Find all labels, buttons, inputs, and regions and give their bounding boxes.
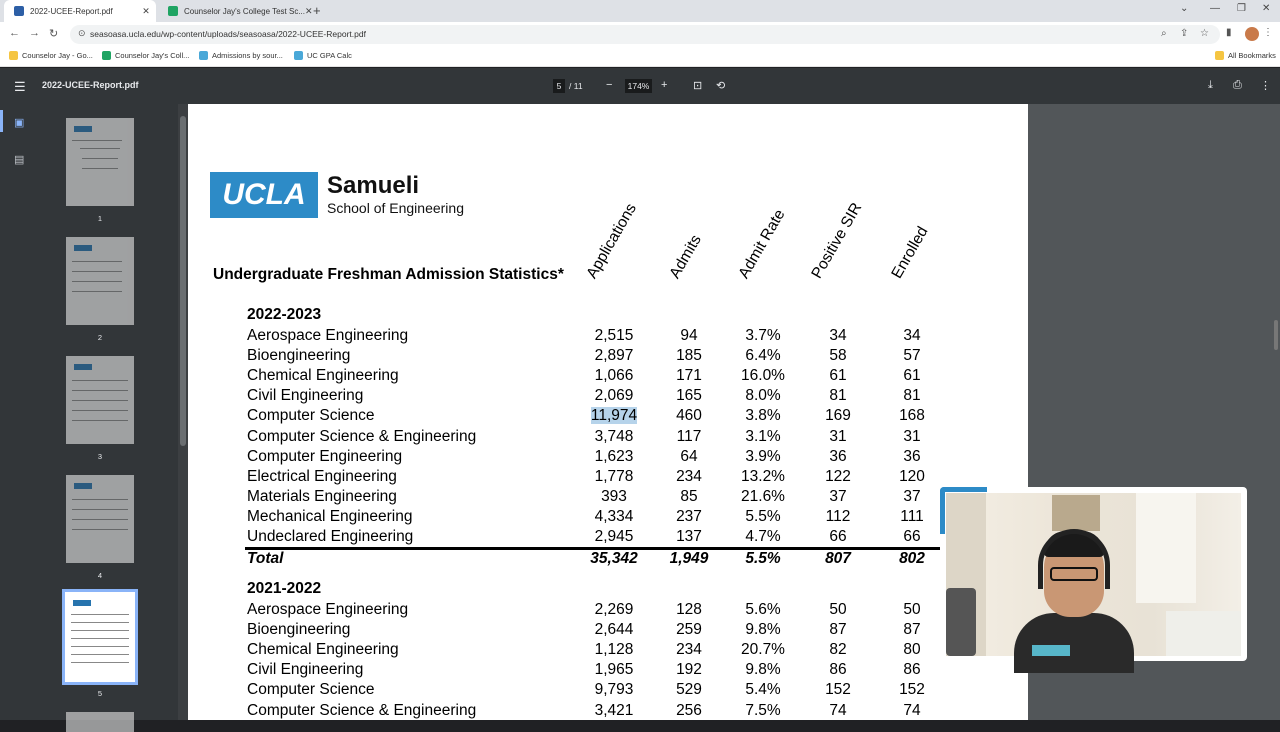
program-name: Materials Engineering bbox=[247, 487, 397, 505]
cell-enrolled: 168 bbox=[899, 407, 925, 425]
cell-enrolled: 80 bbox=[903, 641, 921, 659]
table-row bbox=[188, 488, 1028, 508]
cell-admits: 460 bbox=[676, 407, 702, 425]
cell-admit-rate: 21.6% bbox=[741, 487, 785, 505]
download-icon[interactable]: ⤓ bbox=[1208, 79, 1213, 91]
cell-admits: 117 bbox=[676, 427, 702, 445]
active-indicator bbox=[0, 110, 3, 132]
cell-admits: 128 bbox=[676, 601, 702, 618]
cell-positive-sir: 169 bbox=[825, 407, 851, 425]
program-name: Computer Science bbox=[247, 681, 375, 699]
tab-strip bbox=[0, 0, 1280, 22]
page-scrollbar-thumb[interactable] bbox=[1274, 320, 1278, 350]
page-total: / 11 bbox=[569, 81, 583, 91]
zoom-input[interactable]: 174% bbox=[625, 79, 652, 93]
profile-avatar[interactable] bbox=[1245, 27, 1259, 41]
tab-title: 2022-UCEE-Report.pdf bbox=[30, 6, 113, 16]
table-row bbox=[188, 601, 1028, 621]
program-name: Chemical Engineering bbox=[247, 367, 399, 385]
cell-applications: 1,623 bbox=[594, 447, 634, 465]
bookmark-item[interactable]: Admissions by sour... bbox=[199, 51, 283, 60]
cell-positive-sir: 31 bbox=[829, 427, 847, 445]
cell-admit-rate: 8.0% bbox=[745, 387, 781, 405]
cell-admits: 234 bbox=[676, 467, 702, 485]
program-name: Chemical Engineering bbox=[247, 641, 399, 659]
table-row bbox=[188, 661, 1028, 681]
webcam-video bbox=[946, 493, 1241, 656]
page-icon bbox=[199, 51, 208, 60]
cell-admit-rate: 3.8% bbox=[745, 407, 781, 425]
cell-applications bbox=[574, 407, 654, 425]
cell-admit-rate: 3.9% bbox=[745, 447, 781, 465]
table-row bbox=[188, 468, 1028, 488]
zoom-icon[interactable]: ⌕ bbox=[1161, 28, 1167, 39]
table-row bbox=[188, 448, 1028, 468]
column-header-admit-rate: Admit Rate bbox=[735, 206, 789, 282]
cell-applications: 1,778 bbox=[594, 467, 634, 485]
cell-admit-rate: 5.6% bbox=[745, 601, 781, 618]
address-bar[interactable] bbox=[70, 25, 1220, 44]
browser-toolbar bbox=[0, 22, 1280, 47]
program-name: Computer Science bbox=[247, 407, 375, 425]
cell-admit-rate: 5.5% bbox=[745, 550, 781, 568]
url-text: seasoasa.ucla.edu/wp-content/uploads/seasoasa/2022-UCEE-Report.pdf bbox=[90, 29, 366, 39]
cell-enrolled: 36 bbox=[903, 447, 921, 465]
program-name: Mechanical Engineering bbox=[247, 507, 413, 525]
cell-admits: 259 bbox=[676, 621, 702, 639]
cell-admits: 94 bbox=[680, 327, 698, 344]
table-row bbox=[188, 641, 1028, 661]
restore-icon[interactable]: ❐ bbox=[1237, 3, 1246, 14]
glasses bbox=[1050, 567, 1098, 581]
bookmark-item[interactable]: Counselor Jay's Coll... bbox=[102, 51, 189, 60]
section-year: 2022-2023 bbox=[247, 306, 322, 323]
cell-enrolled: 86 bbox=[903, 661, 921, 679]
tab-search-icon[interactable]: ⌄ bbox=[1180, 3, 1189, 14]
cell-admits: 234 bbox=[676, 641, 702, 659]
cell-admit-rate: 4.7% bbox=[745, 528, 781, 545]
pdf-filename: 2022-UCEE-Report.pdf bbox=[42, 80, 139, 90]
logo-subtitle: School of Engineering bbox=[327, 200, 464, 216]
zoom-in-icon[interactable]: + bbox=[661, 79, 668, 91]
all-bookmarks[interactable]: All Bookmarks bbox=[1215, 51, 1276, 60]
cell-admits: 185 bbox=[676, 347, 702, 365]
program-name: Computer Engineering bbox=[247, 447, 403, 465]
column-header-admits: Admits bbox=[666, 231, 705, 282]
cell-positive-sir: 152 bbox=[825, 681, 851, 699]
sheets-favicon-icon bbox=[168, 6, 178, 16]
back-icon[interactable]: ← bbox=[9, 27, 20, 39]
program-name: Bioengineering bbox=[247, 621, 351, 639]
cell-admits: 85 bbox=[680, 487, 698, 505]
program-name: Aerospace Engineering bbox=[247, 601, 409, 618]
column-header-applications: Applications bbox=[583, 200, 640, 282]
cell-enrolled: 57 bbox=[903, 347, 921, 365]
viewer-scrollbar-thumb[interactable] bbox=[180, 116, 186, 446]
cell-admit-rate: 5.4% bbox=[745, 681, 781, 699]
thumbnail-sidebar bbox=[0, 104, 178, 720]
cell-admits: 165 bbox=[676, 387, 702, 405]
microphone bbox=[946, 588, 976, 656]
sheets-icon bbox=[102, 51, 111, 60]
cell-applications: 9,793 bbox=[594, 681, 634, 699]
cell-admit-rate: 6.4% bbox=[745, 347, 781, 365]
presenter bbox=[1014, 525, 1134, 656]
cell-admits: 137 bbox=[676, 528, 702, 545]
cell-positive-sir: 86 bbox=[829, 661, 847, 679]
forward-icon[interactable]: → bbox=[29, 27, 40, 39]
cell-admit-rate: 7.5% bbox=[745, 701, 781, 719]
cell-positive-sir: 36 bbox=[829, 447, 847, 465]
table-row bbox=[188, 367, 1028, 387]
table-row bbox=[188, 387, 1028, 407]
close-tab-icon[interactable]: ✕ bbox=[142, 5, 150, 16]
cell-positive-sir: 61 bbox=[829, 367, 847, 385]
cell-enrolled: 34 bbox=[903, 327, 921, 344]
tab-title: Counselor Jay's College Test Sc... bbox=[184, 6, 305, 16]
cell-applications: 3,421 bbox=[594, 701, 634, 719]
cell-positive-sir: 37 bbox=[829, 487, 847, 505]
cell-applications: 35,342 bbox=[590, 550, 638, 568]
print-icon[interactable]: ⎙ bbox=[1233, 79, 1242, 91]
cell-admit-rate: 3.7% bbox=[745, 327, 781, 344]
program-name: Civil Engineering bbox=[247, 387, 364, 405]
rotate-icon[interactable]: ⟲ bbox=[716, 80, 726, 92]
cell-applications: 1,965 bbox=[594, 661, 634, 679]
table-row bbox=[188, 528, 1028, 548]
thumbnails-view-icon[interactable]: ▣ bbox=[14, 117, 25, 129]
cell-positive-sir: 58 bbox=[829, 347, 847, 365]
program-name: Electrical Engineering bbox=[247, 467, 397, 485]
cell-enrolled: 31 bbox=[903, 427, 921, 445]
cell-admit-rate: 9.8% bbox=[745, 621, 781, 639]
page-thumbnail-1[interactable] bbox=[66, 118, 134, 206]
more-actions-icon[interactable]: ⋮ bbox=[1260, 80, 1271, 92]
cell-applications: 2,269 bbox=[594, 601, 634, 618]
cell-applications: 2,515 bbox=[594, 327, 634, 344]
cell-enrolled: 802 bbox=[899, 550, 925, 568]
new-tab-icon[interactable]: + bbox=[313, 3, 321, 18]
bookmarks-bar bbox=[0, 47, 1280, 67]
table-row bbox=[188, 681, 1028, 701]
cell-enrolled: 120 bbox=[899, 467, 925, 485]
table-row bbox=[188, 702, 1028, 722]
program-name: Bioengineering bbox=[247, 347, 351, 365]
column-header-enrolled: Enrolled bbox=[888, 223, 932, 282]
cell-applications: 1,066 bbox=[594, 367, 634, 385]
ucla-logo: UCLA bbox=[210, 172, 318, 218]
site-info-icon[interactable]: ⊙ bbox=[78, 28, 86, 38]
folder-icon bbox=[1215, 51, 1224, 60]
cell-admit-rate: 20.7% bbox=[741, 641, 785, 659]
pdf-page bbox=[188, 104, 1028, 720]
page-thumbnail-3[interactable] bbox=[66, 356, 134, 444]
cell-applications: 2,945 bbox=[594, 528, 634, 545]
thumbnail-label: 2 bbox=[97, 333, 103, 342]
cell-enrolled: 61 bbox=[903, 367, 921, 385]
document-title: Undergraduate Freshman Admission Statistics* bbox=[213, 266, 564, 283]
thumbnail-label: 1 bbox=[97, 214, 103, 223]
cell-positive-sir: 74 bbox=[829, 701, 847, 719]
page-thumbnail-5[interactable] bbox=[65, 592, 135, 682]
column-header-positive-sir: Positive SIR bbox=[808, 199, 866, 282]
cell-admit-rate: 13.2% bbox=[741, 467, 785, 485]
cell-admits: 1,949 bbox=[669, 550, 709, 568]
table-row bbox=[188, 347, 1028, 367]
total-row bbox=[188, 550, 1028, 570]
cell-positive-sir: 82 bbox=[829, 641, 847, 659]
menu-icon[interactable]: ☰ bbox=[14, 79, 26, 94]
page-number-input[interactable]: 5 bbox=[553, 79, 565, 93]
table-row bbox=[188, 508, 1028, 528]
cell-positive-sir: 81 bbox=[829, 387, 847, 405]
cell-positive-sir: 807 bbox=[825, 550, 851, 568]
cell-enrolled: 87 bbox=[903, 621, 921, 639]
cell-enrolled: 152 bbox=[899, 681, 925, 699]
table-row bbox=[188, 407, 1028, 427]
cell-enrolled: 66 bbox=[903, 528, 921, 545]
cell-admit-rate: 16.0% bbox=[741, 367, 785, 385]
folder-icon bbox=[9, 51, 18, 60]
cell-applications: 3,748 bbox=[594, 427, 634, 445]
ucla-favicon-icon bbox=[14, 6, 24, 16]
cell-positive-sir: 50 bbox=[829, 601, 847, 618]
thumbnail-label: 3 bbox=[97, 452, 103, 461]
cell-admits: 237 bbox=[676, 507, 702, 525]
side-panel-icon[interactable]: ▮ bbox=[1226, 27, 1232, 38]
cell-applications: 393 bbox=[601, 487, 627, 505]
cell-admit-rate: 5.5% bbox=[745, 507, 781, 525]
page-thumbnail-4[interactable] bbox=[66, 475, 134, 563]
cell-admit-rate: 3.1% bbox=[745, 427, 781, 445]
cell-positive-sir: 122 bbox=[825, 467, 851, 485]
minimize-icon[interactable]: — bbox=[1210, 3, 1220, 14]
cell-enrolled: 74 bbox=[903, 701, 921, 719]
program-name: Undeclared Engineering bbox=[247, 528, 414, 545]
zoom-out-icon[interactable]: − bbox=[606, 79, 613, 91]
section-year: 2021-2022 bbox=[247, 580, 322, 597]
page-thumbnail-6[interactable] bbox=[66, 712, 134, 732]
close-tab-icon[interactable]: ✕ bbox=[305, 5, 313, 16]
cell-positive-sir: 112 bbox=[825, 507, 851, 525]
cell-admits: 64 bbox=[680, 447, 698, 465]
page-thumbnail-2[interactable] bbox=[66, 237, 134, 325]
cell-enrolled: 50 bbox=[903, 601, 921, 618]
cell-applications: 2,897 bbox=[594, 347, 634, 365]
cell-applications: 4,334 bbox=[594, 507, 634, 525]
cell-positive-sir: 87 bbox=[829, 621, 847, 639]
reload-icon[interactable]: ↻ bbox=[49, 28, 59, 40]
thumbnail-label: 4 bbox=[97, 571, 103, 580]
pdf-toolbar bbox=[0, 68, 1280, 104]
bookmark-item[interactable]: UC GPA Calc bbox=[294, 51, 352, 60]
cell-applications: 1,128 bbox=[594, 641, 634, 659]
program-name: Civil Engineering bbox=[247, 661, 364, 679]
table-row bbox=[188, 428, 1028, 448]
cell-admit-rate: 9.8% bbox=[745, 661, 781, 679]
cell-admits: 529 bbox=[676, 681, 702, 699]
tab-counselor-jay[interactable] bbox=[158, 0, 313, 22]
cell-admits: 171 bbox=[676, 367, 702, 385]
cell-admits: 192 bbox=[676, 661, 702, 679]
cell-enrolled: 81 bbox=[903, 387, 921, 405]
cell-positive-sir: 66 bbox=[829, 528, 847, 545]
program-name: Total bbox=[247, 550, 284, 568]
text-selection-highlight: 11,974 bbox=[590, 407, 638, 425]
cell-positive-sir: 34 bbox=[829, 327, 847, 344]
program-name: Aerospace Engineering bbox=[247, 327, 409, 344]
share-icon[interactable]: ⇪ bbox=[1180, 28, 1189, 39]
tab-pdf-report[interactable] bbox=[4, 0, 156, 22]
table-row bbox=[188, 621, 1028, 641]
cell-applications: 2,069 bbox=[594, 387, 634, 405]
bookmark-item[interactable]: Counselor Jay - Go... bbox=[9, 51, 93, 60]
close-window-icon[interactable]: ✕ bbox=[1262, 3, 1271, 14]
cell-applications: 2,644 bbox=[594, 621, 634, 639]
table-row bbox=[188, 327, 1028, 347]
logo-samueli: Samueli bbox=[327, 172, 420, 199]
fit-page-icon[interactable]: ⊡ bbox=[693, 80, 703, 92]
chrome-menu-icon[interactable]: ⋮ bbox=[1263, 27, 1273, 38]
bookmark-star-icon[interactable]: ☆ bbox=[1200, 28, 1209, 39]
cell-enrolled: 37 bbox=[903, 487, 921, 505]
page-icon bbox=[294, 51, 303, 60]
cell-enrolled: 111 bbox=[900, 507, 924, 525]
thumbnail-label: 5 bbox=[97, 689, 103, 698]
program-name: Computer Science & Engineering bbox=[247, 427, 477, 445]
program-name: Computer Science & Engineering bbox=[247, 701, 477, 719]
outline-view-icon[interactable]: ▤ bbox=[14, 154, 25, 166]
cell-admits: 256 bbox=[676, 701, 702, 719]
